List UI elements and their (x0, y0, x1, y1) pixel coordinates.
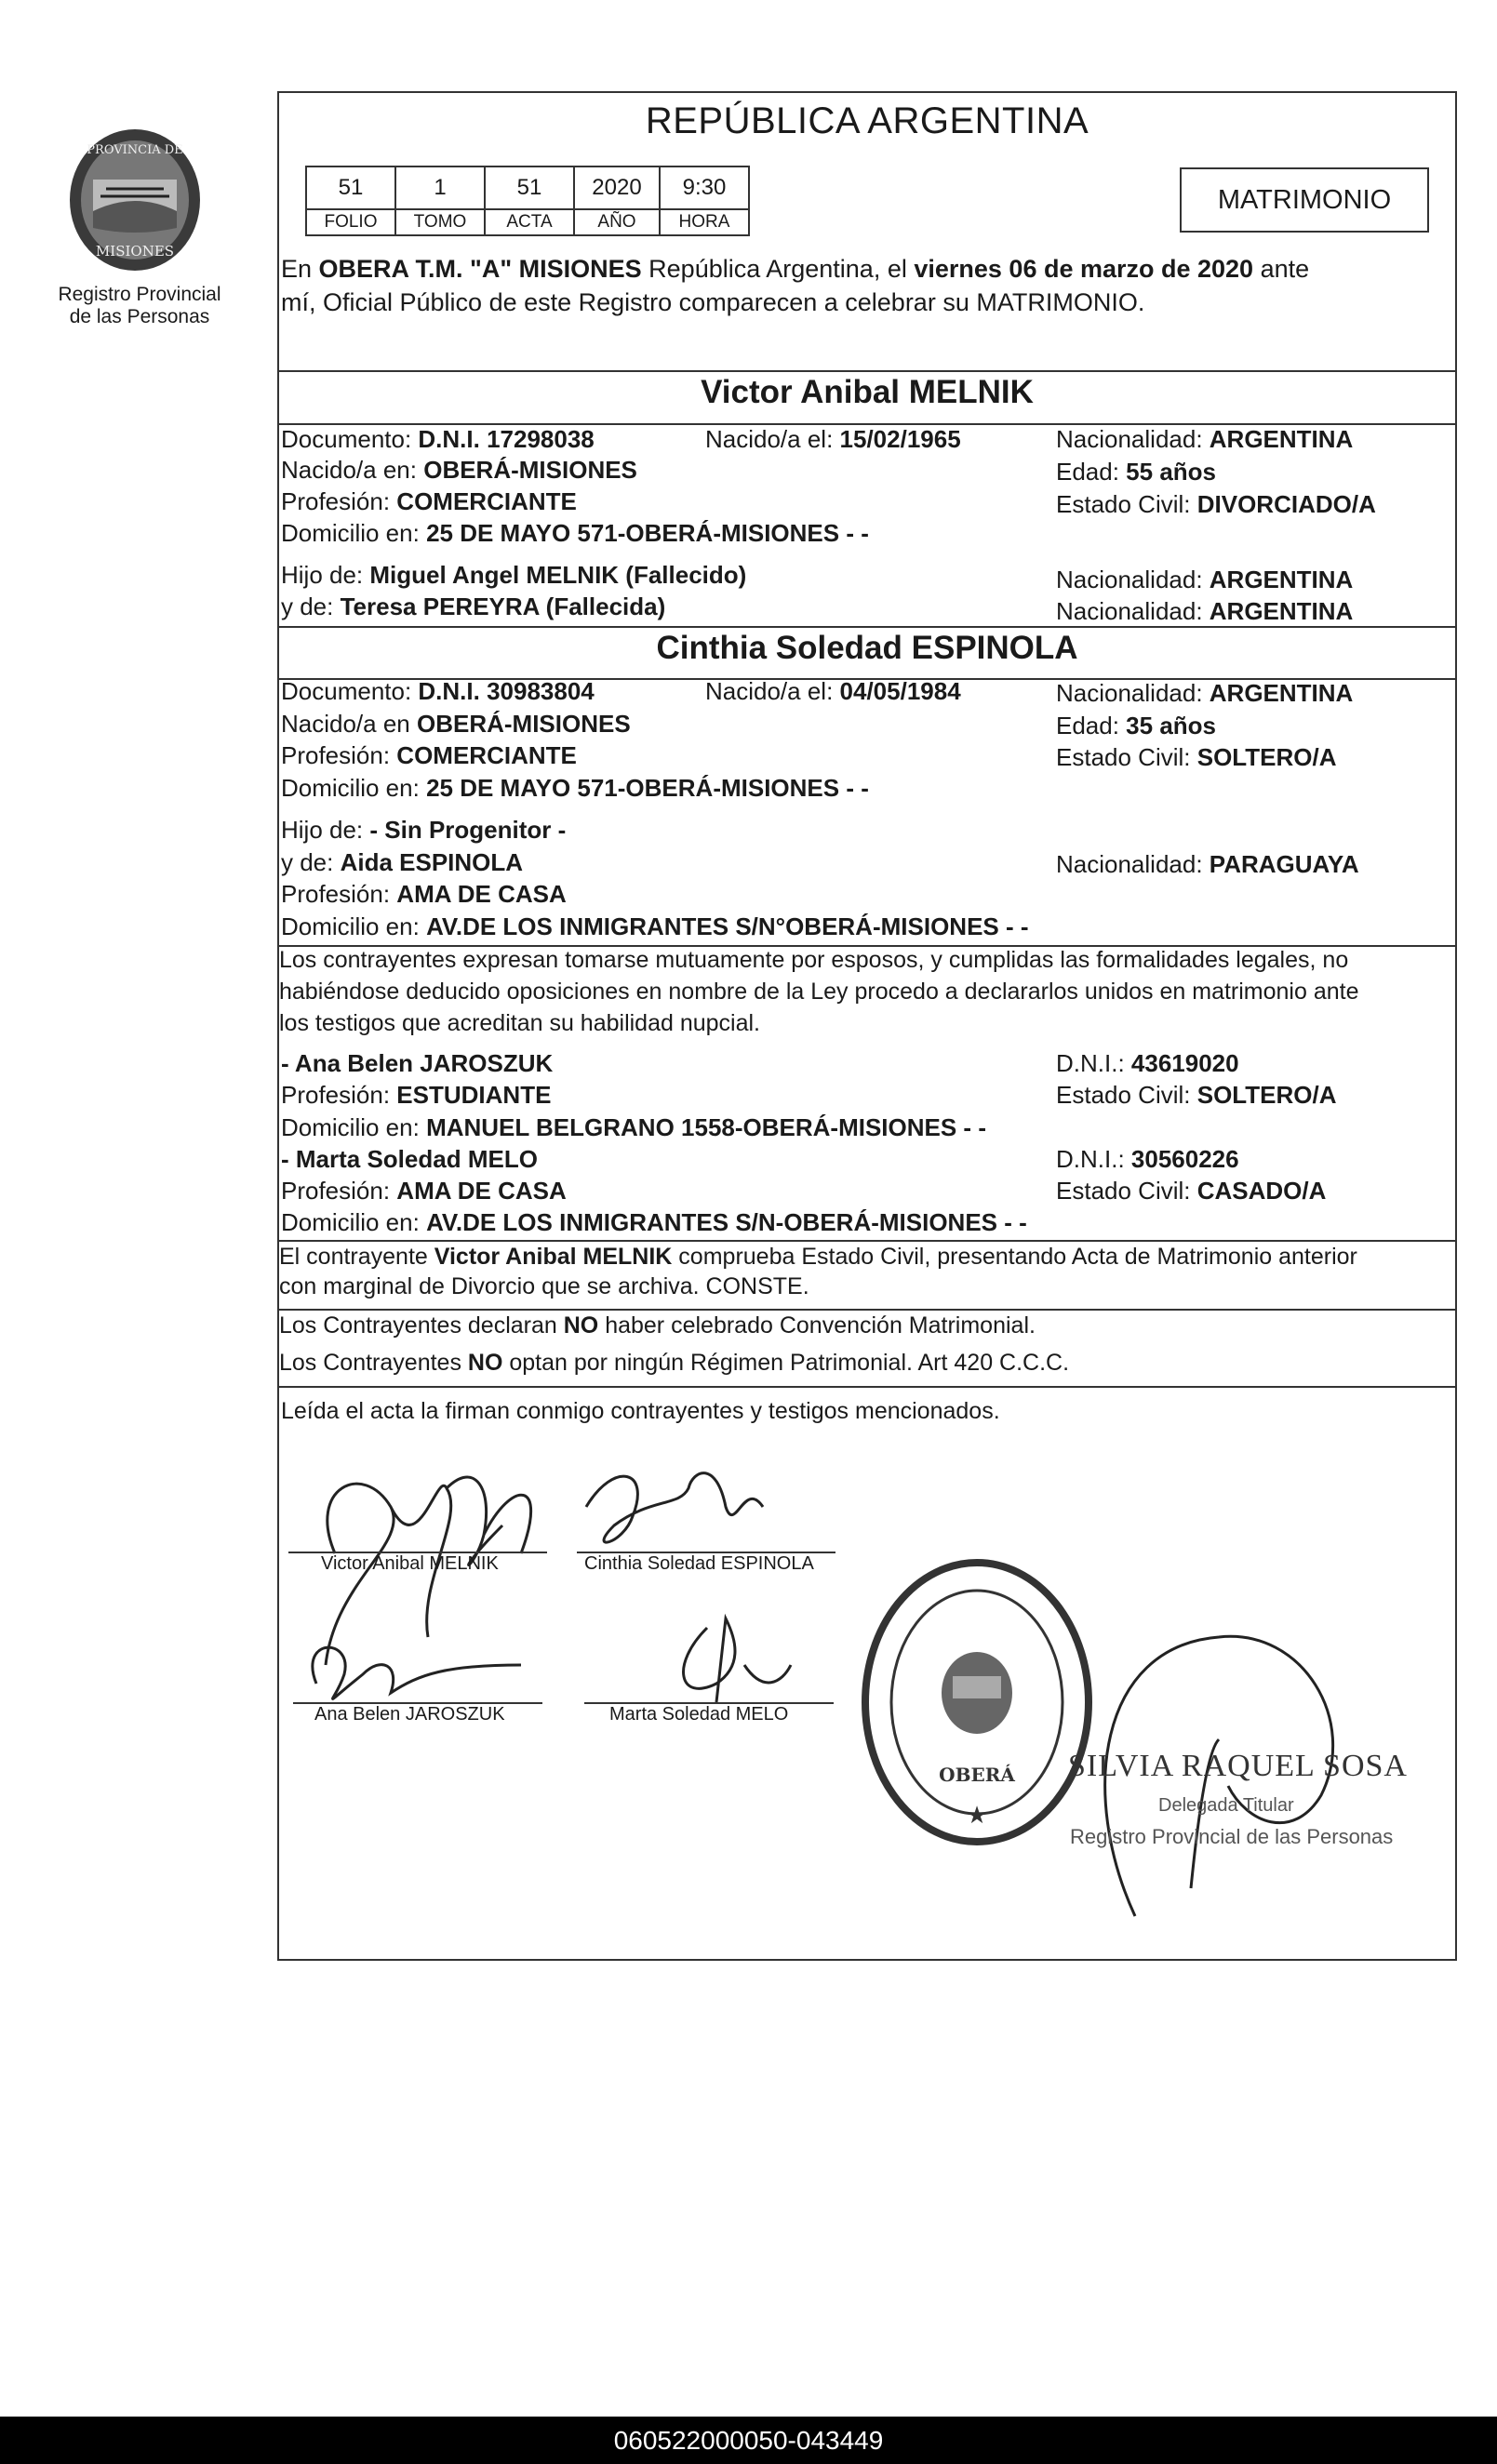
groom-birth-date (705, 423, 961, 455)
groom-birth-place (281, 454, 637, 486)
groom-father-nationality (1056, 564, 1353, 595)
divider (277, 1386, 1457, 1388)
value: Teresa PEREYRA (Fallecida) (340, 593, 666, 620)
label: Profesión: (281, 1177, 397, 1205)
declaration-line-3: los testigos que acreditan su habilidad nupcial. (279, 1010, 761, 1036)
registry-caption-line2: de las Personas (69, 306, 210, 327)
witness-2-address (281, 1206, 1027, 1238)
value: SOLTERO/A (1196, 1081, 1337, 1109)
label: Estado Civil: (1056, 1081, 1197, 1109)
acta-value: 51 (485, 166, 574, 209)
value: SOLTERO/A (1196, 743, 1337, 771)
groom-civil-status (1056, 488, 1376, 520)
value: AMA DE CASA (396, 1177, 567, 1205)
groom-address (281, 517, 869, 549)
label: Estado Civil: (1056, 1177, 1197, 1205)
value: 15/02/1965 (839, 425, 961, 453)
label: Nacionalidad: (1056, 425, 1210, 453)
witness-1-profession (281, 1079, 551, 1111)
divider (277, 370, 1457, 372)
official-name: SILVIA RAQUEL SOSA (1068, 1749, 1408, 1783)
signature-caption-witness-1: Ana Belen JAROSZUK (314, 1704, 505, 1725)
groom-father (281, 559, 746, 591)
label: Estado Civil: (1056, 743, 1197, 771)
label: Profesión: (281, 741, 397, 769)
text: El contrayente (279, 1244, 434, 1270)
value: PARAGUAYA (1209, 850, 1359, 878)
value: AMA DE CASA (396, 880, 567, 908)
official-role: Delegada Titular (1158, 1795, 1294, 1816)
svg-text:MISIONES: MISIONES (95, 243, 175, 260)
folio-table (305, 166, 750, 236)
witness-1-civil-status (1056, 1079, 1336, 1111)
label: Hijo de: (281, 816, 370, 844)
witness-2-name (281, 1143, 538, 1175)
label: y de: (281, 848, 341, 876)
hora-value: 9:30 (660, 166, 749, 209)
value: OBERÁ-MISIONES (416, 710, 631, 738)
bride-mother-address (281, 911, 1029, 942)
value: D.N.I. 30983804 (418, 677, 595, 705)
signature-caption-witness-2: Marta Soledad MELO (609, 1704, 789, 1725)
intro-line-2: mí, Oficial Público de este Registro comparecen a celebrar su MATRIMONIO. (281, 288, 1145, 316)
label: Nacionalidad: (1056, 566, 1210, 593)
value: 25 DE MAYO 571-OBERÁ-MISIONES - - (426, 519, 869, 547)
intro-place: OBERA T.M. "A" MISIONES (318, 255, 642, 283)
ano-value: 2020 (574, 166, 660, 209)
label: Domicilio en: (281, 519, 427, 547)
note-line-2: con marginal de Divorcio que se archiva. CONSTE. (279, 1273, 809, 1299)
value: 04/05/1984 (839, 677, 961, 705)
label: D.N.I.: (1056, 1145, 1131, 1173)
label: Documento: (281, 677, 419, 705)
registry-caption-line1: Registro Provincial (58, 284, 221, 305)
value: Victor Anibal MELNIK (434, 1244, 673, 1270)
value: COMERCIANTE (396, 487, 577, 515)
label: Edad: (1056, 712, 1127, 739)
declaration-line-2: habiéndose deducido oposiciones en nombre de la Ley procedo a declararlos unidos en matrimonio ante (279, 979, 1359, 1005)
witness-2-civil-status (1056, 1175, 1326, 1206)
value: - Ana Belen JAROSZUK (281, 1049, 554, 1077)
closing-text: Leída el acta la firman conmigo contrayentes y testigos mencionados. (281, 1398, 1000, 1424)
label: Domicilio en: (281, 912, 427, 940)
hora-label: HORA (660, 209, 749, 235)
value: ARGENTINA (1209, 679, 1354, 707)
text: Los Contrayentes (279, 1350, 468, 1376)
label: Nacionalidad: (1056, 850, 1210, 878)
bride-profession (281, 739, 577, 771)
witness-1-name (281, 1047, 553, 1079)
witness-2-dni (1056, 1143, 1239, 1175)
groom-name: Victor Anibal MELNIK (701, 374, 1034, 410)
value: ARGENTINA (1209, 566, 1354, 593)
signature-caption-bride: Cinthia Soledad ESPINOLA (584, 1553, 814, 1574)
value: 43619020 (1130, 1049, 1239, 1077)
text: comprueba Estado Civil, presentando Acta de Matrimonio anterior (672, 1244, 1357, 1270)
bride-age (1056, 710, 1216, 741)
intro-text-3: ante (1253, 255, 1310, 283)
value: D.N.I. 17298038 (418, 425, 595, 453)
label: Nacionalidad: (1056, 597, 1210, 625)
value: AV.DE LOS INMIGRANTES S/N-OBERÁ-MISIONES - - (426, 1208, 1027, 1236)
groom-nationality (1056, 423, 1353, 455)
text: haber celebrado Convención Matrimonial. (598, 1312, 1036, 1339)
bride-mother (281, 846, 523, 878)
signature-caption-groom: Victor Anibal MELNIK (321, 1553, 499, 1574)
tomo-value: 1 (395, 166, 485, 209)
value: Aida ESPINOLA (340, 848, 524, 876)
value: ARGENTINA (1209, 425, 1354, 453)
value: CASADO/A (1196, 1177, 1327, 1205)
intro-text-2: República Argentina, el (641, 255, 915, 283)
label: Documento: (281, 425, 419, 453)
bride-birth-place (281, 708, 631, 739)
divider (277, 626, 1457, 628)
label: D.N.I.: (1056, 1049, 1131, 1077)
value: DIVORCIADO/A (1196, 490, 1376, 518)
value: COMERCIANTE (396, 741, 577, 769)
bride-address (281, 772, 869, 804)
label: Profesión: (281, 880, 397, 908)
groom-profession (281, 486, 577, 517)
text: optan por ningún Régimen Patrimonial. Art 420 C.C.C. (502, 1350, 1070, 1376)
folio-label: FOLIO (306, 209, 395, 235)
regime-line-1 (279, 1310, 1036, 1341)
label: Profesión: (281, 1081, 397, 1109)
label: Estado Civil: (1056, 490, 1197, 518)
bride-mother-nationality (1056, 848, 1359, 880)
registry-caption (37, 284, 242, 328)
value: AV.DE LOS INMIGRANTES S/N°OBERÁ-MISIONES - - (426, 912, 1029, 940)
document-barcode-footer: 060522000050-043449 (0, 2417, 1497, 2464)
value: 30560226 (1130, 1145, 1239, 1173)
note-line-1 (279, 1241, 1357, 1272)
bride-document (281, 675, 595, 707)
text: Los Contrayentes declaran (279, 1312, 564, 1339)
bride-name: Cinthia Soledad ESPINOLA (656, 630, 1078, 666)
witness-1-dni (1056, 1047, 1239, 1079)
misiones-coat-of-arms-seal (65, 126, 205, 274)
label: Nacido/a en: (281, 456, 424, 484)
value: ARGENTINA (1209, 597, 1354, 625)
folio-value: 51 (306, 166, 395, 209)
svg-text:★: ★ (966, 1801, 988, 1829)
label: y de: (281, 593, 341, 620)
witness-2-profession (281, 1175, 567, 1206)
value: ESTUDIANTE (396, 1081, 552, 1109)
value: - Marta Soledad MELO (281, 1145, 538, 1173)
value: MANUEL BELGRANO 1558-OBERÁ-MISIONES - - (426, 1113, 986, 1141)
official-organization: Registro Provincial de las Personas (1070, 1825, 1394, 1848)
ano-label: AÑO (574, 209, 660, 235)
bride-mother-profession (281, 878, 567, 910)
label: Nacido/a el: (705, 425, 840, 453)
intro-date: viernes 06 de marzo de 2020 (914, 255, 1254, 283)
groom-mother-nationality (1056, 595, 1353, 627)
value: OBERÁ-MISIONES (423, 456, 637, 484)
label: Domicilio en: (281, 1113, 427, 1141)
value: - Sin Progenitor - (369, 816, 567, 844)
bride-birth-date (705, 675, 961, 707)
act-type-box: MATRIMONIO (1180, 167, 1429, 233)
value: 55 años (1126, 458, 1216, 486)
witness-1-address (281, 1112, 986, 1143)
label: Nacido/a el: (705, 677, 840, 705)
bride-civil-status (1056, 741, 1336, 773)
label: Nacido/a en (281, 710, 417, 738)
label: Profesión: (281, 487, 397, 515)
document-title: REPÚBLICA ARGENTINA (645, 100, 1089, 141)
groom-mother (281, 591, 665, 622)
acta-label: ACTA (485, 209, 574, 235)
label: Edad: (1056, 458, 1127, 486)
value: NO (563, 1312, 599, 1339)
regime-line-2 (279, 1347, 1069, 1379)
intro-line-1 (281, 253, 1309, 285)
label: Hijo de: (281, 561, 370, 589)
tomo-label: TOMO (395, 209, 485, 235)
label: Domicilio en: (281, 1208, 427, 1236)
label: Nacionalidad: (1056, 679, 1210, 707)
bride-father (281, 814, 566, 846)
groom-document (281, 423, 595, 455)
label: Domicilio en: (281, 774, 427, 802)
intro-text-1: En (281, 255, 319, 283)
value: 25 DE MAYO 571-OBERÁ-MISIONES - - (426, 774, 869, 802)
svg-text:PROVINCIA DE: PROVINCIA DE (87, 143, 183, 157)
svg-text:OBERÁ: OBERÁ (939, 1764, 1015, 1786)
groom-age (1056, 456, 1216, 487)
value: NO (467, 1350, 503, 1376)
bride-nationality (1056, 677, 1353, 709)
value: 35 años (1126, 712, 1216, 739)
value: Miguel Angel MELNIK (Fallecido) (369, 561, 747, 589)
declaration-line-1: Los contrayentes expresan tomarse mutuamente por esposos, y cumplidas las formalidades legales, no (279, 947, 1349, 973)
